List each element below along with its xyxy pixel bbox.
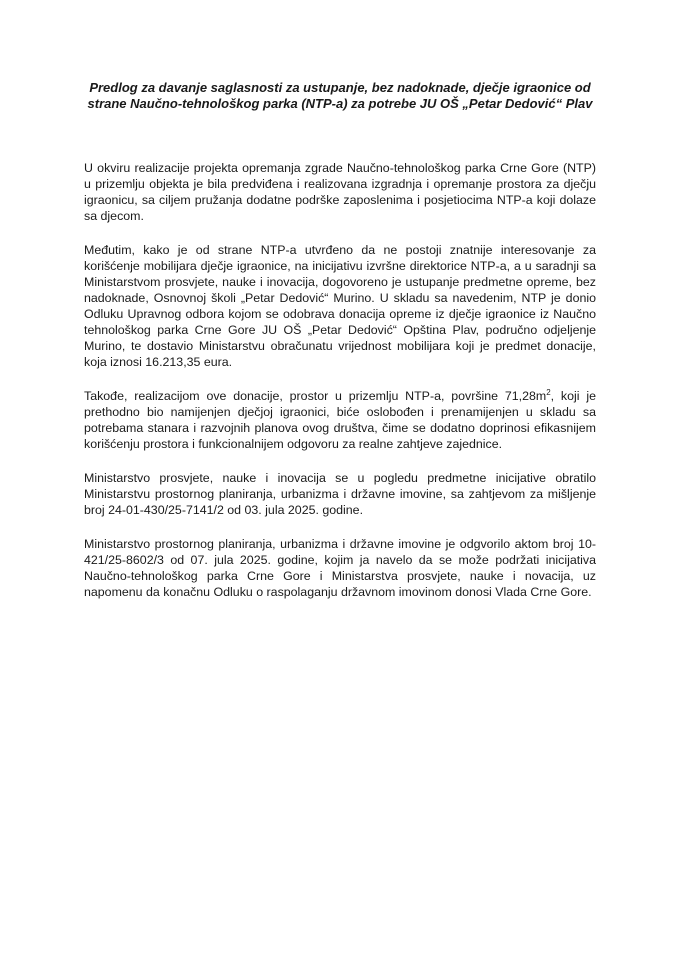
paragraph-ministry-request: Ministarstvo prosvjete, nauke i inovacija se u pogledu predmetne inicijative obratilo Ministarstvu prostornog planiranja, urbanizma i državne imovine, sa zahtjevom za mišljenje broj 24-01-430/25-7141/2 od 03. jula 2025. godine. <box>84 471 596 517</box>
document-title: Predlog za davanje saglasnosti za ustupanje, bez nadoknade, dječje igraonice od strane Naučno-tehnološkog parka (NTP-a) za potrebe JU OŠ „Petar Dedović“ Plav <box>87 80 593 111</box>
area-unit-superscript: 2 <box>546 387 551 397</box>
paragraph-space-repurpose-part2: , koji je prethodno bio namijenjen dječjoj igraonici, biće oslobođen i prenamijenjen u skladu sa potrebama stanara i razvojnih planova ovog društva, čime se dodatno doprinosi efikasnijem korišćenju prostora i funkcionalnijem odgovoru za realne zahtjeve zajednice. <box>84 389 596 451</box>
paragraph-space-repurpose <box>84 388 596 452</box>
paragraph-donation-decision: Međutim, kako je od strane NTP-a utvrđeno da ne postoji znatnije interesovanje za korišćenje mobilijara dječje igraonice, na inicijativu izvršne direktorice NTP-a, a u saradnji sa Ministarstvom prosvjete, nauke i inovacija, dogovoreno je ustupanje predmetne opreme, bez nadoknade, Osnovnoj školi „Petar Dedović“ Murino. U skladu sa navedenim, NTP je donio Odluku Upravnog odbora kojom se odobrava donacija opreme iz dječje igraonice iz Naučno tehnološkog parka Crne Gore JU OŠ „Petar Dedović“ Opština Plav, područno odjeljenje Murino, te dostavio Ministarstvu obračunatu vrijednost mobilijara koji je predmet donacije, koja iznosi 16.213,35 eura. <box>84 243 596 369</box>
paragraph-project-background: U okviru realizacije projekta opremanja zgrade Naučno-tehnološkog parka Crne Gore (NTP) u prizemlju objekta je bila predviđena i realizovana izgradnja i opremanje prostora za dječju igraonicu, sa ciljem pružanja dodatne podrške zaposlenima i posjetiocima NTP-a koji dolaze sa djecom. <box>84 161 596 223</box>
document-body <box>84 160 596 618</box>
paragraph-ministry-response: Ministarstvo prostornog planiranja, urbanizma i državne imovine je odgvorilo aktom broj 10-421/25-8602/3 od 07. jula 2025. godine, kojim ja navelo da se može podržati inicijativa Naučno-tehnološkog parka Crne Gore i Ministarstva prosvjete, nauke i novacija, uz napomenu da konačnu Odluku o raspolaganju državnom imovinom donosi Vlada Crne Gore. <box>84 537 596 599</box>
paragraph-space-repurpose-part1: Takođe, realizacijom ove donacije, prostor u prizemlju NTP-a, površine 71,28m <box>84 389 547 403</box>
